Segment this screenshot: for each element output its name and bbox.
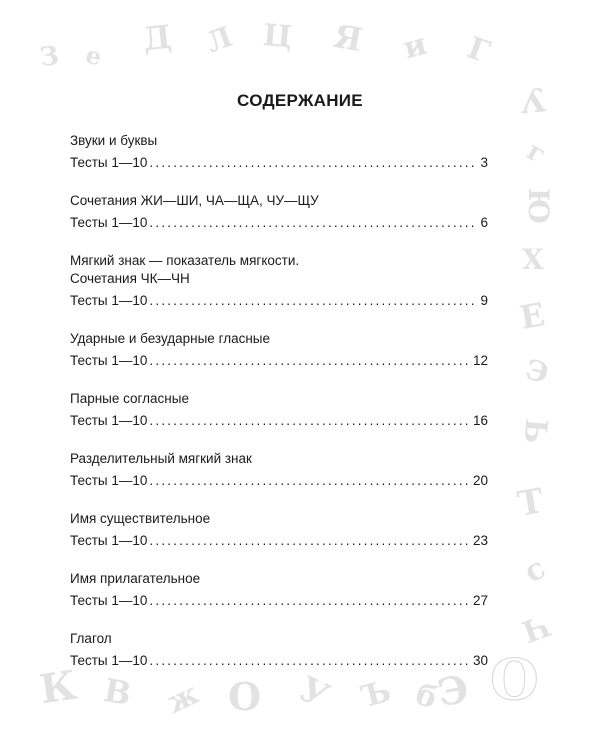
toc-page-number: 3 — [480, 155, 488, 170]
decor-letter: Ч — [517, 606, 555, 649]
toc-page-number: 23 — [472, 533, 488, 548]
toc-entry-line — [70, 412, 488, 430]
toc-page-number: 16 — [472, 413, 488, 428]
toc-entry-line — [70, 214, 488, 232]
toc-entry — [70, 510, 488, 550]
toc-entry-heading: Сочетания ЖИ—ШИ, ЧА—ЩА, ЧУ—ЩУ — [70, 193, 319, 208]
decor-letter: Г — [462, 30, 495, 71]
dot-leader — [149, 472, 471, 490]
toc-entry-tests: Тесты 1—10 — [70, 353, 148, 368]
toc-entry-line — [70, 352, 488, 370]
decor-letter: К — [36, 661, 80, 714]
decor-letter: б — [410, 676, 442, 717]
dot-leader — [149, 214, 478, 232]
toc-entry — [70, 450, 488, 490]
toc-entry-line — [70, 154, 488, 172]
toc-entry-tests: Тесты 1—10 — [70, 215, 148, 230]
toc-entry-line — [70, 292, 488, 310]
decor-letter: Ъ — [357, 673, 395, 716]
decor-letter: ж — [161, 676, 205, 721]
toc-entry — [70, 570, 488, 610]
decor-letter: и — [399, 26, 431, 67]
toc-entry-heading: Разделительный мягкий знак — [70, 451, 252, 466]
decor-letter: Ь — [516, 417, 554, 445]
decor-letter: г — [521, 136, 551, 170]
toc-entry-heading: Ударные и безударные гласные — [70, 331, 270, 346]
table-of-contents — [70, 132, 488, 690]
dot-leader — [149, 292, 478, 310]
toc-entry-tests: Тесты 1—10 — [70, 593, 148, 608]
dot-leader — [149, 532, 471, 550]
decor-letter: Е — [516, 295, 548, 337]
toc-entry-tests: Тесты 1—10 — [70, 653, 148, 668]
toc-page-number: 12 — [472, 353, 488, 368]
toc-entry-tests: Тесты 1—10 — [70, 473, 148, 488]
decor-letter: Э — [522, 352, 553, 391]
toc-entry-line — [70, 592, 488, 610]
decor-letter: Т — [514, 481, 547, 525]
toc-entry-heading-continued: Сочетания ЧК—ЧН — [70, 271, 190, 286]
decor-letter: Я — [330, 16, 366, 60]
toc-entry-line — [70, 532, 488, 550]
toc-entry — [70, 390, 488, 430]
dot-leader — [149, 352, 471, 370]
decor-letter: Э — [434, 665, 472, 716]
toc-entry-tests: Тесты 1—10 — [70, 293, 148, 308]
dot-leader — [149, 592, 471, 610]
dot-leader — [149, 652, 471, 670]
toc-entry — [70, 252, 488, 310]
toc-entry-heading: Глагол — [70, 631, 112, 646]
decor-letter: с — [518, 550, 552, 591]
decor-letter: Д — [141, 17, 174, 59]
toc-entry-tests: Тесты 1—10 — [70, 533, 148, 548]
toc-page-number: 27 — [472, 593, 488, 608]
decor-letter: Х — [522, 243, 544, 276]
toc-entry-heading: Парные согласные — [70, 391, 189, 406]
page-title: СОДЕРЖАНИЕ — [237, 91, 363, 110]
toc-entry-tests: Тесты 1—10 — [70, 155, 148, 170]
toc-entry — [70, 192, 488, 232]
toc-entry-tests: Тесты 1—10 — [70, 413, 148, 428]
toc-entry-heading: Звуки и буквы — [70, 133, 158, 148]
decor-letter: З — [38, 40, 61, 74]
decor-letter: О — [228, 674, 262, 719]
dot-leader — [149, 154, 478, 172]
toc-entry — [70, 630, 488, 670]
toc-page-number: 6 — [480, 215, 488, 230]
toc-entry — [70, 132, 488, 172]
toc-entry-heading: Мягкий знак — показатель мягкости. — [70, 253, 300, 268]
decor-letter: Ю — [522, 187, 556, 225]
decor-letter: О — [490, 647, 539, 713]
decor-letter: Ц — [261, 17, 294, 56]
toc-entry-line — [70, 472, 488, 490]
toc-page-number: 9 — [480, 293, 488, 308]
toc-page-number: 20 — [472, 473, 488, 488]
decor-letter: У — [518, 79, 548, 121]
decor-letter: е — [82, 39, 105, 72]
toc-entry-heading: Имя существительное — [70, 511, 211, 526]
toc-entry-line — [70, 652, 488, 670]
dot-leader — [149, 412, 471, 430]
decor-letter: У — [292, 669, 335, 717]
toc-entry — [70, 330, 488, 370]
decor-letter: Л — [201, 19, 237, 60]
toc-page-number: 30 — [472, 653, 488, 668]
decor-letter: В — [100, 670, 135, 714]
toc-entry-heading: Имя прилагательное — [70, 571, 201, 586]
